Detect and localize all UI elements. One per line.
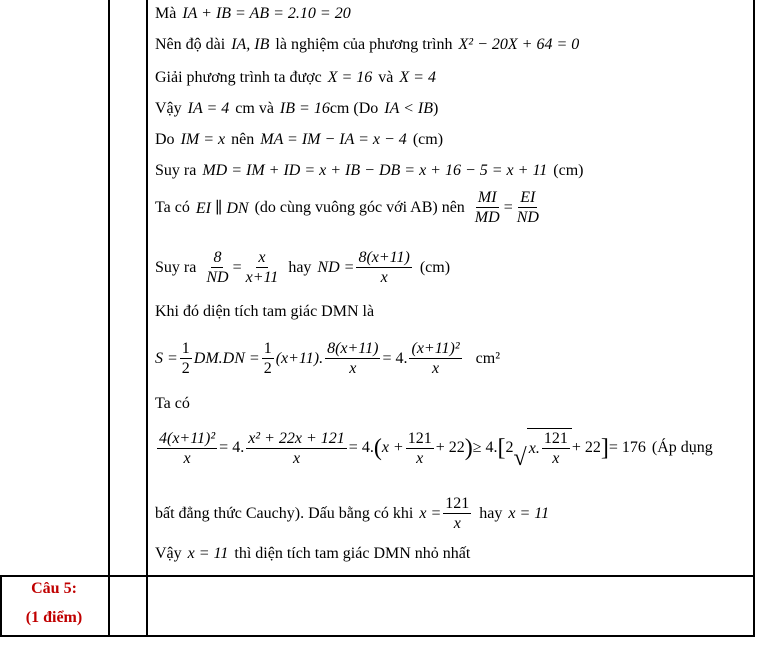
- fraction-8x11-x: $\frac{8(x+11)}{x}$: [327, 340, 379, 377]
- line-14: Vậy x = 11 thì diện tích tam giác DMN nhỏ nhất: [155, 545, 471, 562]
- line-5: Do IM = x nên MA = IM − IA = x − 4 (cm): [155, 131, 444, 148]
- fraction-nd-value: $\frac{8(x+11)}{x}$: [358, 249, 410, 286]
- table-border-left-content: [146, 0, 148, 636]
- fraction-121-x-b: $\frac{121}{x}$: [543, 430, 568, 467]
- line-7: Ta có EI ∥ DN (do cùng vuông góc với AB) nên $\frac{MI}{MD}$ = $\frac{EI}{ND}$: [155, 189, 539, 226]
- fraction-half-1: $\frac{1}{2}$: [181, 340, 190, 377]
- fraction-x-x11: $\frac{x}{x+11}$: [245, 249, 279, 286]
- line-12: $\frac{\text{4(x+11)²}}{x}$ = 4. $\frac{\text{x² + 22x + 121}}{x}$ = 4. ( x + $\frac{121}{x}$ + 22 ) ≥ 4. [ 2 √ x. $\frac{121}{x}$ + 22 ] = 176 (Áp dụng: [159, 429, 713, 471]
- line-13: bất đẳng thức Cauchy). Dấu bằng có khi x = $\frac{121}{x}$ hay x = 11: [155, 495, 550, 532]
- table-border-right: [753, 0, 755, 636]
- line-6: Suy ra MD = IM + ID = x + IB − DB = x + 16 − 5 = x + 11 (cm): [155, 162, 584, 179]
- fraction-121-x-c: $\frac{121}{x}$: [445, 495, 470, 532]
- line-9: Khi đó diện tích tam giác DMN là: [155, 303, 375, 320]
- line-1: Mà IA + IB = AB = 2.10 = 20: [155, 5, 351, 22]
- line-10: S = $\frac{1}{2}$ DM.DN = $\frac{1}{2}$ (x+11). $\frac{8(x+11)}{x}$ = 4. $\frac{\text{(x+11)²}}{x}$ cm²: [155, 340, 500, 377]
- fraction-poly-x: $\frac{\text{x² + 22x + 121}}{x}$: [248, 429, 345, 467]
- question-points: (1 điểm): [25, 609, 83, 626]
- table-border-bottom: [0, 635, 755, 637]
- fraction-8-nd: $\frac{8}{ND}$: [206, 249, 229, 286]
- table-border-left-inner: [108, 0, 110, 636]
- sqrt-expression: √ x. $\frac{121}{x}$: [514, 428, 572, 468]
- line-2: Nên độ dài IA, IB là nghiệm của phương trình X² − 20X + 64 = 0: [155, 36, 580, 53]
- fraction-mi-md: $\frac{MI}{MD}$: [474, 189, 500, 226]
- fraction-x11sq-x: $\frac{\text{(x+11)²}}{x}$: [411, 340, 460, 377]
- fraction-ei-nd: $\frac{EI}{ND}$: [516, 189, 539, 226]
- fraction-half-2: $\frac{1}{2}$: [263, 340, 272, 377]
- line-11: Ta có: [155, 395, 190, 412]
- line-3: Giải phương trình ta được X = 16 và X = 4: [155, 69, 436, 86]
- line-4: Vậy IA = 4 cm và IB = 16 cm (Do IA < IB ): [155, 100, 439, 117]
- fraction-4x11sq-x: $\frac{\text{4(x+11)²}}{x}$: [159, 429, 216, 467]
- table-row-divider: [0, 575, 755, 577]
- question-label: Câu 5:: [31, 580, 77, 597]
- line-8: Suy ra $\frac{8}{ND}$ = $\frac{x}{x+11}$ hay ND = $\frac{8(x+11)}{x}$ (cm): [155, 249, 451, 286]
- fraction-121-x-a: $\frac{121}{x}$: [407, 429, 432, 467]
